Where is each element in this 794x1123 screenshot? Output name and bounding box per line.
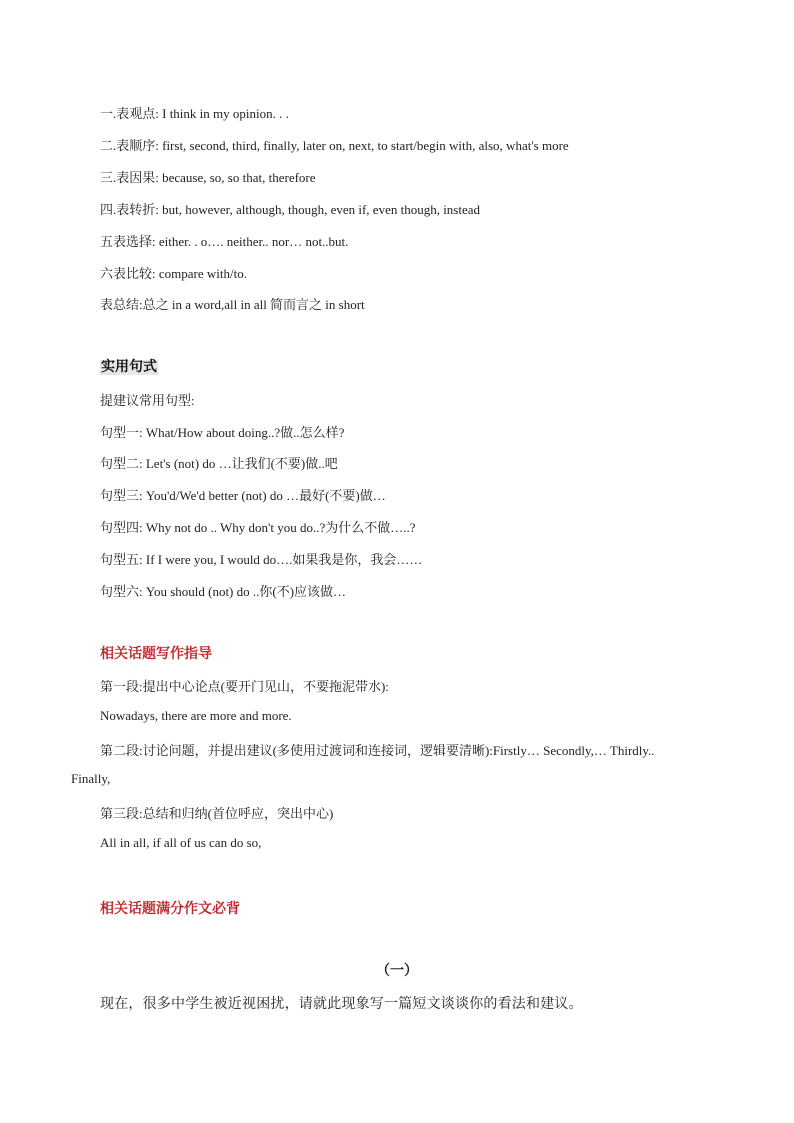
section-heading-patterns bbox=[100, 356, 158, 376]
pattern-item-6: 句型六: You should (not) do ..你(不)应该做… bbox=[100, 584, 347, 599]
guide-paragraph-3: 第三段:总结和归纳(首位呼应，突出中心) bbox=[100, 806, 334, 821]
guide-paragraph-1: 第一段:提出中心论点(要开门见山，不要拖泥带水): bbox=[100, 679, 389, 694]
connector-cause: 三.表因果: because, so, so that, therefore bbox=[100, 170, 316, 185]
connector-order: 二.表顺序: first, second, third, finally, later on, next, to start/begin with, also, what's more bbox=[100, 138, 569, 153]
pattern-item-5: 句型五: If I were you, I would do….如果我是你，我会…… bbox=[100, 552, 423, 567]
section-heading-patterns-text: 实用句式 bbox=[101, 360, 157, 375]
guide-paragraph-2-continued: Finally, bbox=[71, 771, 111, 786]
connector-summary: 表总结:总之 in a word,all in all 简而言之 in short bbox=[100, 297, 365, 312]
pattern-item-2: 句型二: Let's (not) do …让我们(不要)做..吧 bbox=[100, 456, 338, 471]
essay-prompt: 现在，很多中学生被近视困扰，请就此现象写一篇短文谈谈你的看法和建议。 bbox=[100, 997, 583, 1012]
guide-paragraph-2: 第二段:讨论问题，并提出建议(多使用过渡词和连接词，逻辑要清晰):Firstly… Secondly,… Thirdly.. bbox=[100, 743, 655, 758]
pattern-item-4: 句型四: Why not do .. Why don't you do..?为什么不做…..? bbox=[100, 520, 416, 535]
patterns-intro: 提建议常用句型: bbox=[100, 393, 195, 408]
section-heading-essays: 相关话题满分作文必背 bbox=[100, 902, 240, 917]
connector-opinion: 一.表观点: I think in my opinion. . . bbox=[100, 106, 289, 121]
pattern-item-3: 句型三: You'd/We'd better (not) do …最好(不要)做… bbox=[100, 488, 386, 503]
essay-number: （一） bbox=[376, 964, 418, 979]
section-heading-guide: 相关话题写作指导 bbox=[100, 647, 212, 662]
connector-compare: 六表比较: compare with/to. bbox=[100, 266, 247, 281]
guide-paragraph-3-example: All in all, if all of us can do so, bbox=[100, 835, 262, 850]
pattern-item-1: 句型一: What/How about doing..?做..怎么样? bbox=[100, 425, 345, 440]
connector-contrast: 四.表转折: but, however, although, though, even if, even though, instead bbox=[100, 202, 481, 217]
guide-paragraph-1-example: Nowadays, there are more and more. bbox=[100, 708, 292, 723]
connector-choice: 五表选择: either. . o…. neither.. nor… not..but. bbox=[100, 234, 349, 249]
